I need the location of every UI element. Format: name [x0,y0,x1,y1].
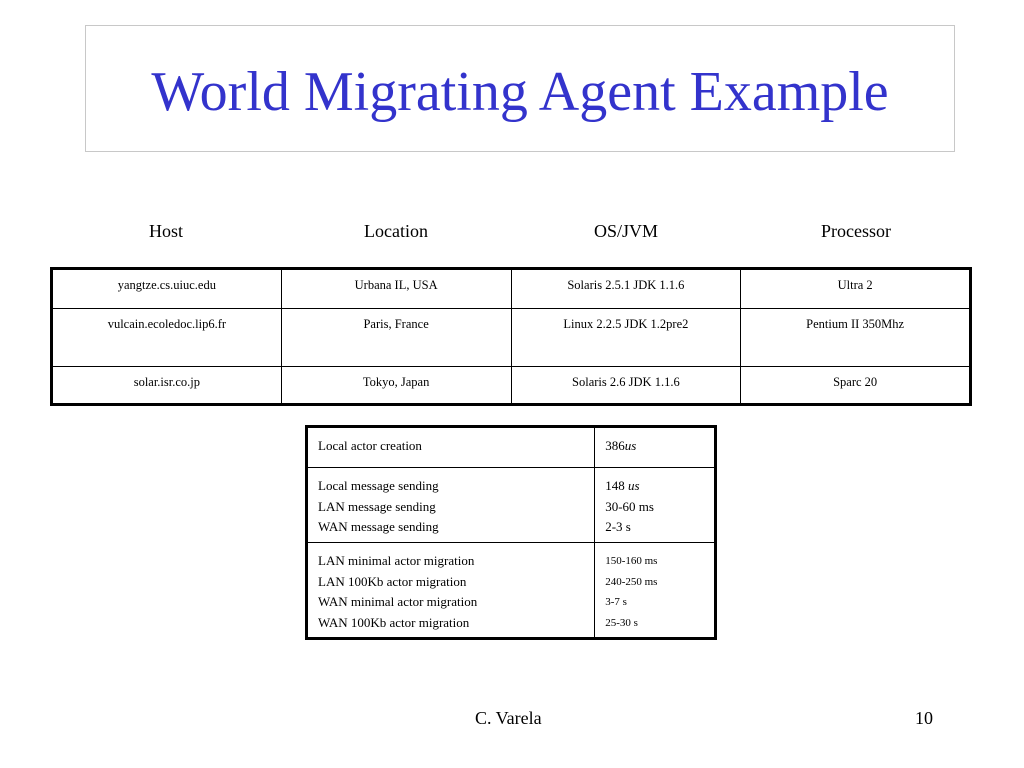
lan-100kb-migration-value: 240-250 ms [605,575,658,588]
lan-message-label: LAN message sending [318,498,436,514]
local-message-value [605,476,704,497]
wan-message-value: 2-3 s [605,519,631,534]
creation-label: Local actor creation [307,427,595,468]
wan-minimal-migration-value: 3-7 s [605,596,627,608]
host-cell: yangtze.cs.uiuc.edu [52,269,282,309]
slide-title: World Migrating Agent Example [151,60,889,123]
wan-100kb-migration-label: WAN 100Kb actor migration [318,614,470,630]
header-host: Host [148,221,183,241]
location-cell: Urbana IL, USA [281,269,511,309]
lan-minimal-migration-label: LAN minimal actor migration [318,553,475,568]
header-location: Location [364,221,428,241]
footer-author: C. Varela [475,708,542,728]
local-message-label: Local message sending [318,478,439,493]
table-row [52,309,971,367]
host-cell: vulcain.ecoledoc.lip6.fr [52,309,282,367]
performance-table [305,425,717,640]
lan-100kb-migration-label: LAN 100Kb actor migration [318,573,467,589]
processor-cell: Ultra 2 [741,269,971,309]
table-row [307,543,716,639]
wan-message-label: WAN message sending [318,519,439,534]
local-message-unit: us [627,478,640,493]
title-box [85,25,955,152]
header-processor: Processor [821,221,891,241]
processor-cell: Pentium II 350Mhz [741,309,971,367]
table-row [52,367,971,405]
messaging-values [595,468,716,543]
lan-message-value: 30-60 ms [605,498,654,514]
table-row [307,468,716,543]
lan-minimal-migration-value: 150-160 ms [605,555,658,567]
table-row [52,269,971,309]
wan-100kb-migration-value: 25-30 s [605,616,638,629]
os-jvm-cell: Solaris 2.6 JDK 1.1.6 [511,367,741,405]
wan-minimal-migration-label: WAN minimal actor migration [318,594,478,609]
migration-labels [307,543,595,639]
location-cell: Tokyo, Japan [281,367,511,405]
table-row [307,427,716,468]
os-jvm-cell: Solaris 2.5.1 JDK 1.1.6 [511,269,741,309]
location-cell: Paris, France [281,309,511,367]
creation-unit: us [624,438,637,453]
host-cell: solar.isr.co.jp [52,367,282,405]
os-jvm-cell: Linux 2.2.5 JDK 1.2pre2 [511,309,741,367]
creation-number: 386 [605,438,625,453]
processor-cell: Sparc 20 [741,367,971,405]
hosts-table [50,267,972,406]
creation-value [595,427,716,468]
page-number: 10 [915,708,933,728]
migration-values [595,543,716,639]
messaging-labels [307,468,595,543]
header-os-jvm: OS/JVM [593,221,659,241]
local-message-number: 148 [605,478,628,493]
